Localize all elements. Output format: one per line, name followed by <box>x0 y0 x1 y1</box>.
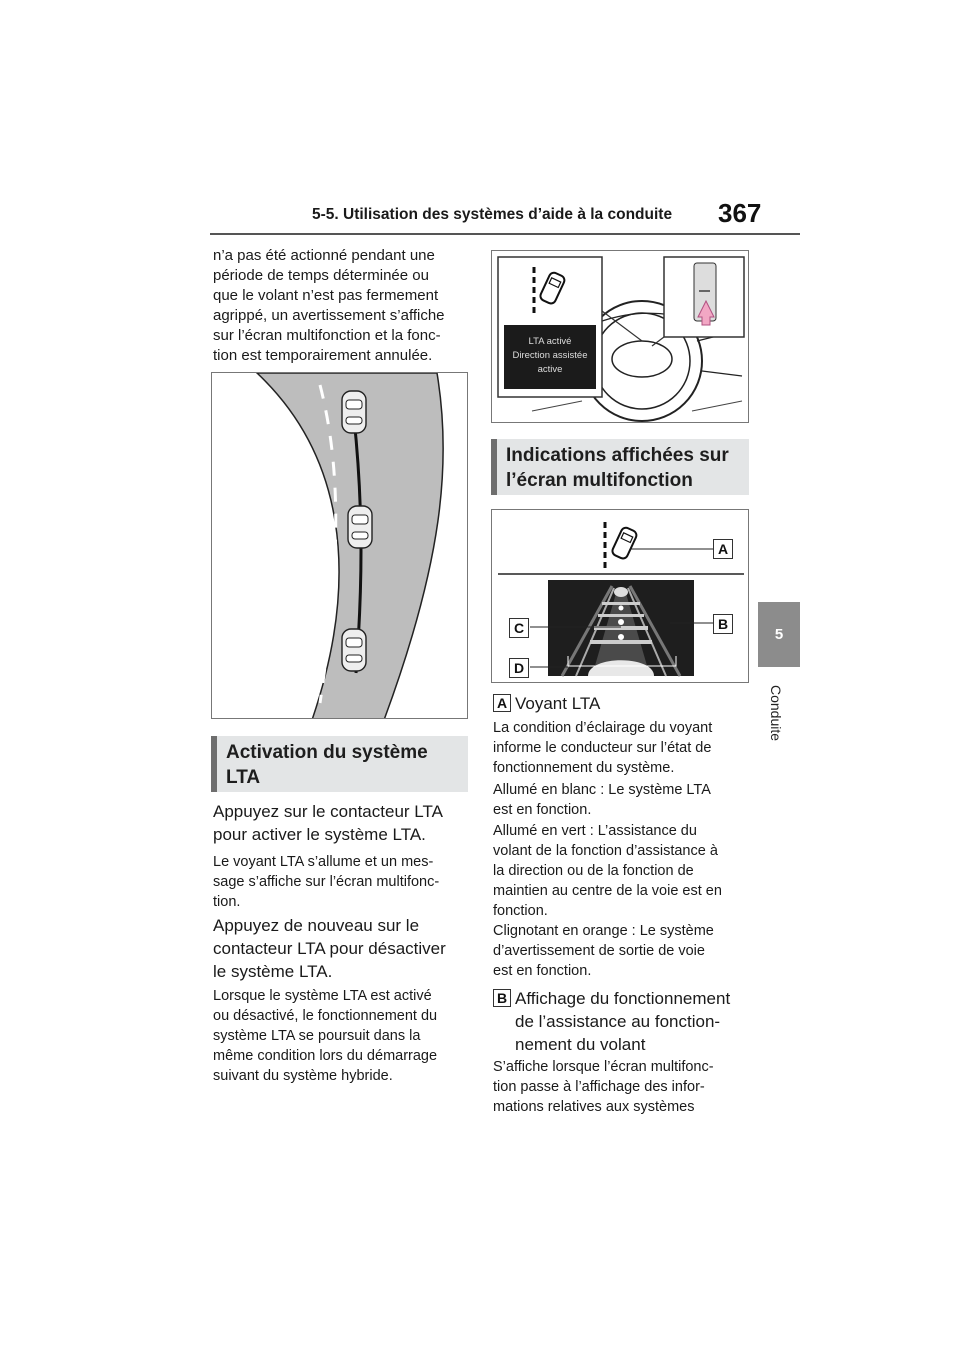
step-2: Appuyez de nouveau sur le contacteur LTA pour désactiver le système LTA. <box>213 916 446 981</box>
item-a-title: Voyant LTA <box>515 694 601 713</box>
intro-paragraph: n’a pas été actionné pendant une période de temps déterminée ou que le volant n’est pas fermement agrippé, un avertissement s’affiche sur l’écran multifonction et la fonc- tion est temporairement annulée. <box>213 247 445 364</box>
car-icon <box>342 391 366 433</box>
item-b-marker: B <box>493 989 511 1007</box>
callout-b: B <box>713 614 733 634</box>
section-heading-activation: Activation du système LTA <box>211 736 468 792</box>
callout-a: A <box>713 539 733 559</box>
step-1-note: Le voyant LTA s’allume et un mes- sage s’affiche sur l’écran multifonc- tion. <box>213 854 440 910</box>
header-rule <box>210 233 800 235</box>
item-a-white: Allumé en blanc : Le système LTA est en fonction. <box>493 782 711 818</box>
item-a-marker: A <box>493 694 511 712</box>
car-icon <box>342 629 366 671</box>
dashboard-illustration <box>491 250 749 423</box>
lta-indicator-icon <box>611 526 638 560</box>
item-b-text: S’affiche lorsque l’écran multifonc- tion passe à l’affichage des infor- mations relatives aux systèmes <box>493 1059 714 1115</box>
item-b-title: Affichage du fonctionnement de l’assistance au fonction- nement du volant <box>515 989 731 1054</box>
page-number: 367 <box>718 198 762 228</box>
car-icon <box>348 506 372 548</box>
section-heading-indications: Indications affichées sur l’écran multifonction <box>491 439 749 495</box>
step-1: Appuyez sur le contacteur LTA pour activer le système LTA. <box>213 802 443 844</box>
section-title: 5-5. Utilisation des systèmes d’aide à la conduite <box>312 206 673 223</box>
chapter-label: Conduite <box>768 685 784 742</box>
step-2-note: Lorsque le système LTA est activé ou désactivé, le fonctionnement du système LTA se poursuit dans la même condition lors du démarrage suivant du système hybride. <box>213 988 438 1084</box>
item-a-text: La condition d’éclairage du voyant informe le conducteur sur l’état de fonctionnement du système. <box>493 720 713 776</box>
display-illustration <box>491 509 749 683</box>
item-a-orange: Clignotant en orange : Le système d’avertissement de sortie de voie est en fonction. <box>493 923 714 979</box>
item-a-green: Allumé en vert : L’assistance du volant de la fonction d’assistance à la direction ou de la fonction de maintien au centre de la voie est en fonction. <box>493 823 722 919</box>
road-illustration <box>211 372 468 719</box>
callout-d: D <box>509 658 529 678</box>
callout-c: C <box>509 618 529 638</box>
dash-display-message: LTA activé Direction assistée active <box>512 336 588 375</box>
chapter-tab: 5 <box>758 602 800 667</box>
